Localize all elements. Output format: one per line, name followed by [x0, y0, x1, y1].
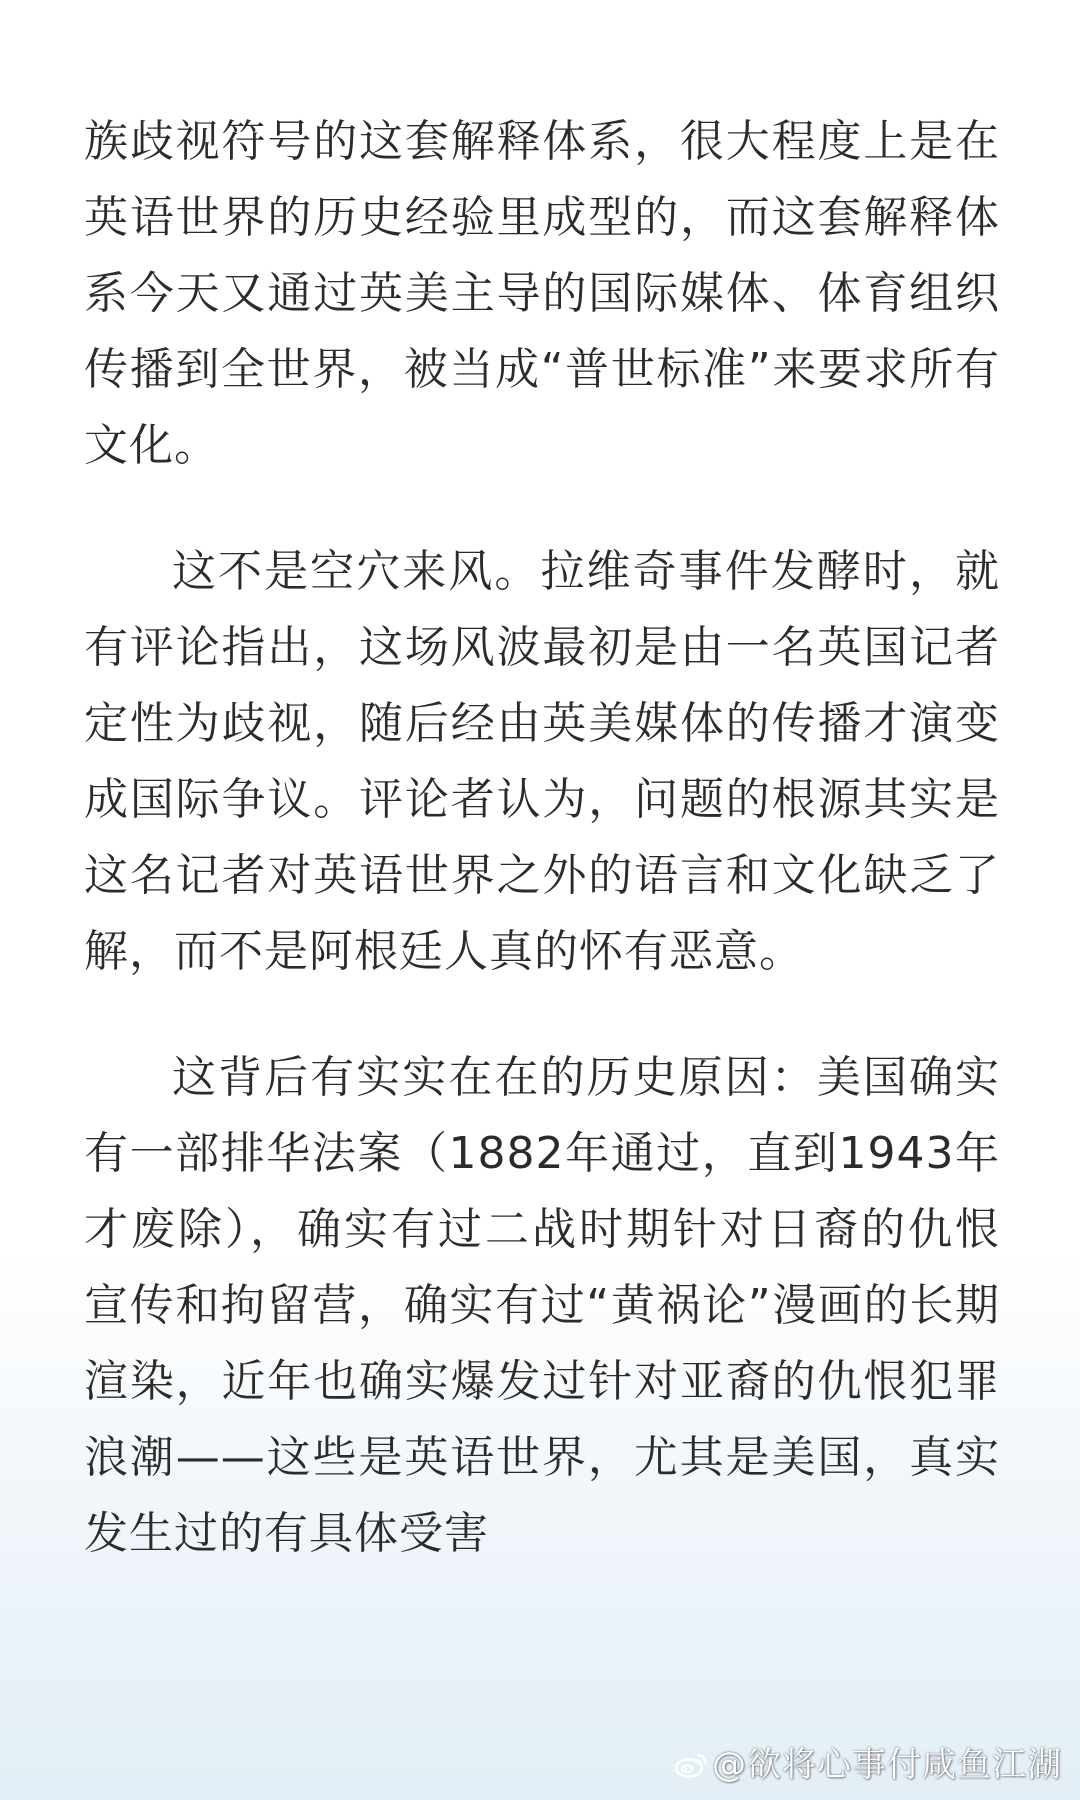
weibo-icon — [674, 1752, 708, 1778]
paragraph-1: 族歧视符号的这套解释体系，很大程度上是在英语世界的历史经验里成型的，而这套解释体系今天又通过英美主导的国际媒体、体育组织传播到全世界，被当成“普世标准”来要求所有文化。 — [84, 116, 1000, 471]
paragraph-2: 这不是空穴来风。拉维奇事件发酵时，就有评论指出，这场风波最初是由一名英国记者定性为歧视，随后经由英美媒体的传播才演变成国际争议。评论者认为，问题的根源其实是这名记者对英语世界之外的语言和文化缺乏了解，而不是阿根廷人真的怀有恶意。 — [84, 546, 1000, 977]
watermark-text: @欲将心事付咸鱼江湖 — [712, 1745, 1062, 1785]
watermark — [674, 1737, 1062, 1786]
article-body — [84, 104, 1000, 1622]
paragraph-3: 这背后有实实在在的历史原因：美国确实有一部排华法案（1882年通过，直到1943年才废除），确实有过二战时期针对日裔的仇恨宣传和拘留营，确实有过“黄祸论”漫画的长期渲染，近年也确实爆发过针对亚裔的仇恨犯罪浪潮——这些是英语世界，尤其是美国，真实发生过的有具体受害 — [84, 1052, 1000, 1559]
